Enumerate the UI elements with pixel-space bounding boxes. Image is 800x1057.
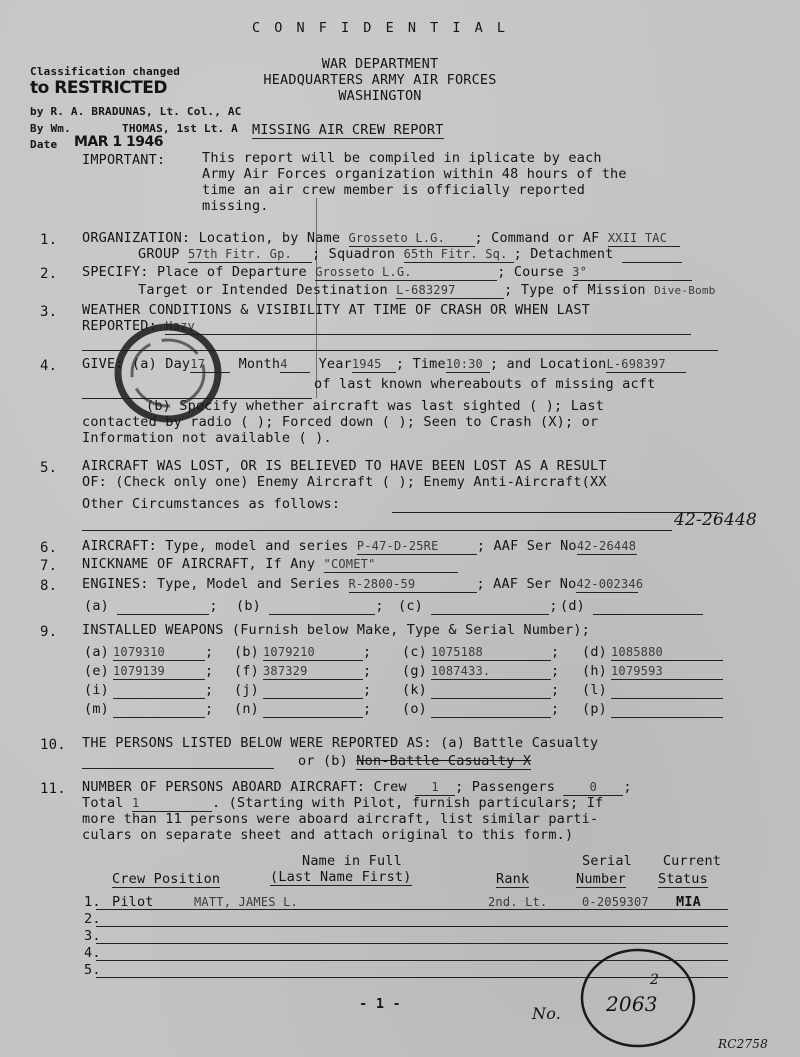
item-2-line-2 xyxy=(138,282,715,299)
weapon-slot-label: (l) xyxy=(582,682,607,698)
weapon-serial-field: 1079210 xyxy=(263,644,363,661)
course-field: 3° xyxy=(572,264,692,281)
weapon-serial-field: 1085880 xyxy=(611,644,723,661)
item-5-number: 5. xyxy=(40,460,58,476)
header-serial-line-2: Number xyxy=(576,871,626,887)
item-1-label-command: ; Command or AF xyxy=(474,230,600,246)
crew-row-number: 2. xyxy=(84,911,101,927)
item-7-number: 7. xyxy=(40,558,58,574)
item-9-number: 9. xyxy=(40,624,58,640)
departure-field: Grosseto L.G. xyxy=(315,264,497,281)
crew-position-cell: Pilot xyxy=(112,894,154,910)
stamp-line-4a: By Wm. xyxy=(30,122,71,135)
item-6-line xyxy=(82,538,637,555)
weapon-slot: (c) 1075188 ; xyxy=(402,644,560,660)
header-serial-line-1: Serial xyxy=(582,853,632,869)
item-3-line-1: WEATHER CONDITIONS & VISIBILITY AT TIME OF CRASH OR WHEN LAST xyxy=(82,302,590,318)
item-10-line-2 xyxy=(298,753,531,770)
stamp-date: MAR 1 1946 xyxy=(74,134,164,150)
weapon-slot xyxy=(582,644,723,661)
item-1-label-detachment: ; Detachment xyxy=(513,246,614,262)
weapon-slot xyxy=(582,682,723,699)
item-4-number: 4. xyxy=(40,358,58,374)
engine-type-field: R-2800-59 xyxy=(349,576,477,593)
header-status-line-1: Current xyxy=(662,853,722,869)
item-4-label-month: Month xyxy=(238,356,281,372)
weapon-slot-label: (k) xyxy=(402,682,427,698)
item-2-number: 2. xyxy=(40,266,58,282)
weapon-slot: (a) 1079310 ; xyxy=(84,644,214,660)
item-2-label-course: ; Course xyxy=(497,264,564,280)
number-superscript: 2 xyxy=(650,972,660,988)
weapon-slot-label: (m) xyxy=(84,701,109,717)
mission-field: Dive-Bomb xyxy=(654,284,716,297)
item-2-line-1 xyxy=(82,264,692,281)
item-4-line-5: Information not available ( ). xyxy=(82,430,332,446)
crew-row-number: 5. xyxy=(84,962,101,978)
item-6-label-serial: ; AAF Ser No xyxy=(476,538,577,554)
weapon-slot: (i) ; xyxy=(84,682,214,698)
item-8-line xyxy=(82,576,644,593)
item-10-number: 10. xyxy=(40,737,66,753)
aircraft-serial-field: 42-26448 xyxy=(576,539,637,553)
weapon-slot-label: (j) xyxy=(234,682,259,698)
important-line-1: This report will be compiled in iplicate by each xyxy=(202,150,602,166)
time-field: 10:30 xyxy=(446,356,490,373)
weapon-slot: (e) 1079139 ; xyxy=(84,663,214,679)
item-4-line-2: of last known whereabouts of missing acft xyxy=(314,376,656,392)
item-8-label-serial: ; AAF Ser No xyxy=(476,576,577,592)
weapon-slot: (g) 1087433. ; xyxy=(402,663,560,679)
circular-stamp-mark xyxy=(108,318,228,428)
confidential-heading: C O N F I D E N T I A L xyxy=(252,20,508,36)
engine-slots-row xyxy=(84,598,710,615)
weapon-serial-field: 387329 xyxy=(263,663,363,680)
dept-line-3: WASHINGTON xyxy=(338,88,422,104)
weapon-serial-field xyxy=(431,682,551,699)
weapon-serial-field xyxy=(263,701,363,718)
weapon-serial-field: 1087433. xyxy=(431,663,551,680)
weapon-slot-label: (b) xyxy=(234,644,259,660)
item-5-line-2: OF: (Check only one) Enemy Aircraft ( ); Enemy Anti-Aircraft(XX xyxy=(82,474,607,490)
crash-location-field: L-698397 xyxy=(606,356,686,373)
item-2-label-departure: SPECIFY: Place of Departure xyxy=(82,264,307,280)
crew-row-line xyxy=(96,943,728,944)
weapon-slot: (b) 1079210 ; xyxy=(234,644,372,660)
crew-count-field: 1 xyxy=(415,779,455,796)
weapon-serial-field xyxy=(611,701,723,718)
item-2-label-destination: Target or Intended Destination xyxy=(138,282,388,298)
crew-row-number: 3. xyxy=(84,928,101,944)
weapon-slot-label: (e) xyxy=(84,663,109,679)
weapon-slot-label: (i) xyxy=(84,682,109,698)
weapon-slot: (n) ; xyxy=(234,701,372,717)
item-11-line-4: culars on separate sheet and attach original to this form.) xyxy=(82,827,574,843)
item-1-label-squadron: ; Squadron xyxy=(311,246,396,262)
weapon-slot: (k) ; xyxy=(402,682,560,698)
item-11-number: 11. xyxy=(40,781,66,797)
crew-status-cell: MIA xyxy=(676,894,701,910)
nickname-field: "COMET" xyxy=(324,556,458,573)
item-11-line-3: more than 11 persons were aboard aircraft, list similar parti- xyxy=(82,811,599,827)
stamp-line-4b: THOMAS, 1st Lt. A xyxy=(122,122,238,135)
command-field: XXII TAC xyxy=(608,230,680,247)
dept-line-1: WAR DEPARTMENT xyxy=(321,56,439,72)
item-10-line-1: THE PERSONS LISTED BELOW WERE REPORTED AS: (a) Battle Casualty xyxy=(82,735,599,751)
weapon-serial-field: 1079593 xyxy=(611,663,723,680)
weapon-serial-field: 1075188 xyxy=(431,644,551,661)
engine-slot-a: (a) ; xyxy=(84,598,218,614)
header-crew-position: Crew Position xyxy=(112,871,221,887)
engine-slot-b: (b) ; xyxy=(236,598,384,614)
crew-row-number: 4. xyxy=(84,945,101,961)
stamp-line-3: by R. A. BRADUNAS, Lt. Col., AC xyxy=(30,105,242,118)
weapon-serial-field xyxy=(263,682,363,699)
item-11-label-crew: NUMBER OF PERSONS ABOARD AIRCRAFT: Crew xyxy=(82,779,407,795)
header-rank: Rank xyxy=(496,871,530,887)
item-4-label-location: ; and Location xyxy=(489,356,607,372)
weather-field: Hazy xyxy=(165,318,691,335)
non-battle-casualty-mark: Non-Battle Casualty X xyxy=(356,753,532,769)
item-8-label-type: ENGINES: Type, Model and Series xyxy=(82,576,341,592)
item-9-label: INSTALLED WEAPONS (Furnish below Make, Type & Serial Number); xyxy=(82,622,590,638)
weapon-slot: (o) ; xyxy=(402,701,560,717)
item-5-extra-line xyxy=(82,530,672,531)
form-title: MISSING AIR CREW REPORT xyxy=(252,122,444,138)
crew-row-line xyxy=(96,926,728,927)
weapon-slot: (m) ; xyxy=(84,701,214,717)
engine-serial-field: 42-002346 xyxy=(576,577,644,591)
item-5-other-line xyxy=(392,512,718,513)
item-7-line xyxy=(82,556,458,573)
weapon-slot-label: (g) xyxy=(402,663,427,679)
aircraft-type-field: P-47-D-25RE xyxy=(357,538,477,555)
item-10-blank-line xyxy=(82,768,274,769)
item-6-number: 6. xyxy=(40,540,58,556)
crew-name-cell: MATT, JAMES L. xyxy=(194,895,298,909)
weapon-serial-field: 1079139 xyxy=(113,663,205,680)
page-number: - 1 - xyxy=(359,996,401,1012)
weapon-slot-label: (p) xyxy=(582,701,607,717)
weapon-serial-field xyxy=(431,701,551,718)
day-field: 17 xyxy=(190,356,230,373)
item-1-number: 1. xyxy=(40,232,58,248)
item-4-line-3: (b) Specify whether aircraft was last sighted ( ); Last xyxy=(146,398,605,414)
item-11-label-instructions: . (Starting with Pilot, furnish particulars; If xyxy=(211,795,604,811)
weapon-slot-label: (f) xyxy=(234,663,259,679)
item-5-line-1: AIRCRAFT WAS LOST, OR IS BELIEVED TO HAVE BEEN LOST AS A RESULT xyxy=(82,458,607,474)
weapon-slot-label: (d) xyxy=(582,644,607,660)
weapon-slot-label: (n) xyxy=(234,701,259,717)
item-7-label: NICKNAME OF AIRCRAFT, If Any xyxy=(82,556,316,572)
weapon-serial-field xyxy=(113,701,205,718)
year-field: 1945 xyxy=(352,356,396,373)
weapon-slot-label: (a) xyxy=(84,644,109,660)
number-value: 2063 xyxy=(606,992,658,1016)
stamp-line-5a: Date xyxy=(30,138,58,151)
item-4-label-time: ; Time xyxy=(395,356,446,372)
item-11-line-1: NUMBER OF PERSONS ABOARD AIRCRAFT: Crew 1 ; Passengers 0 ; xyxy=(82,779,632,795)
crew-rank-cell: 2nd. Lt. xyxy=(488,895,548,909)
weapon-slot-label: (o) xyxy=(402,701,427,717)
item-1-line-1 xyxy=(82,230,680,247)
crew-serial-cell: 0-2059307 xyxy=(582,895,649,909)
dept-line-2: HEADQUARTERS ARMY AIR FORCES xyxy=(263,72,497,88)
number-label: No. xyxy=(532,1004,562,1023)
header-name-line-2: (Last Name First) xyxy=(270,869,412,885)
item-10-label-b: or (b) xyxy=(298,753,348,769)
weapon-slot-label: (h) xyxy=(582,663,607,679)
reference-number: RC2758 xyxy=(718,1037,768,1051)
weapon-serial-field xyxy=(611,682,723,699)
important-label: IMPORTANT: xyxy=(82,152,166,168)
important-line-2: Army Air Forces organization within 48 hours of the xyxy=(202,166,627,182)
item-4-label-year: Year xyxy=(318,356,352,372)
item-1-label-group: GROUP xyxy=(138,246,180,262)
stamp-line-2: to RESTRICTED xyxy=(30,78,167,98)
engine-slot-c: (c) ; xyxy=(398,598,558,614)
item-8-number: 8. xyxy=(40,578,58,594)
header-name-line-1: Name in Full xyxy=(302,853,402,869)
item-6-label-type: AIRCRAFT: Type, model and series xyxy=(82,538,349,554)
weapon-slot: (j) ; xyxy=(234,682,372,698)
weapon-slot-label: (c) xyxy=(402,644,427,660)
important-line-3: time an air crew member is officially reported xyxy=(202,182,586,198)
detachment-field xyxy=(622,246,682,263)
item-2-label-mission: ; Type of Mission xyxy=(504,282,646,298)
total-count-field: 1 xyxy=(132,795,212,812)
item-3-number: 3. xyxy=(40,304,58,320)
item-11-line-2 xyxy=(82,795,603,812)
header-status-line-2: Status xyxy=(658,871,708,887)
item-4-label-day: GIVE: (a) Day xyxy=(82,356,191,372)
crew-row-number: 1. xyxy=(84,894,101,910)
item-1-label-location: ORGANIZATION: Location, by Name xyxy=(82,230,341,246)
handwritten-serial: 42-26448 xyxy=(674,510,758,530)
item-4-line-4: contacted by radio ( ); Forced down ( ); Seen to Crash (X); or xyxy=(82,414,599,430)
stamp-line-1: Classification changed xyxy=(30,65,181,78)
weapon-slot xyxy=(582,701,723,718)
item-11-label-total: Total xyxy=(82,795,124,811)
weapon-slot xyxy=(582,663,723,680)
month-field: 4 xyxy=(280,356,310,373)
group-field: 57th Fitr. Gp. xyxy=(188,246,312,263)
item-5-line-3: Other Circumstances as follows: xyxy=(82,496,341,512)
weapon-serial-field xyxy=(113,682,205,699)
weapon-slot: (f) 387329 ; xyxy=(234,663,372,679)
location-field: Grosseto L.G. xyxy=(349,230,475,247)
passengers-count-field: 0 xyxy=(563,779,623,796)
important-line-4: missing. xyxy=(202,198,269,214)
item-1-line-2 xyxy=(138,246,682,263)
item-3-label-reported: REPORTED: xyxy=(82,318,157,334)
item-11-label-passengers: ; Passengers xyxy=(455,779,556,795)
destination-field: L-683297 xyxy=(396,282,504,299)
engine-slot-d: (d) xyxy=(560,598,710,615)
weapon-serial-field: 1079310 xyxy=(113,644,205,661)
squadron-field: 65th Fitr. Sq. xyxy=(404,246,514,263)
